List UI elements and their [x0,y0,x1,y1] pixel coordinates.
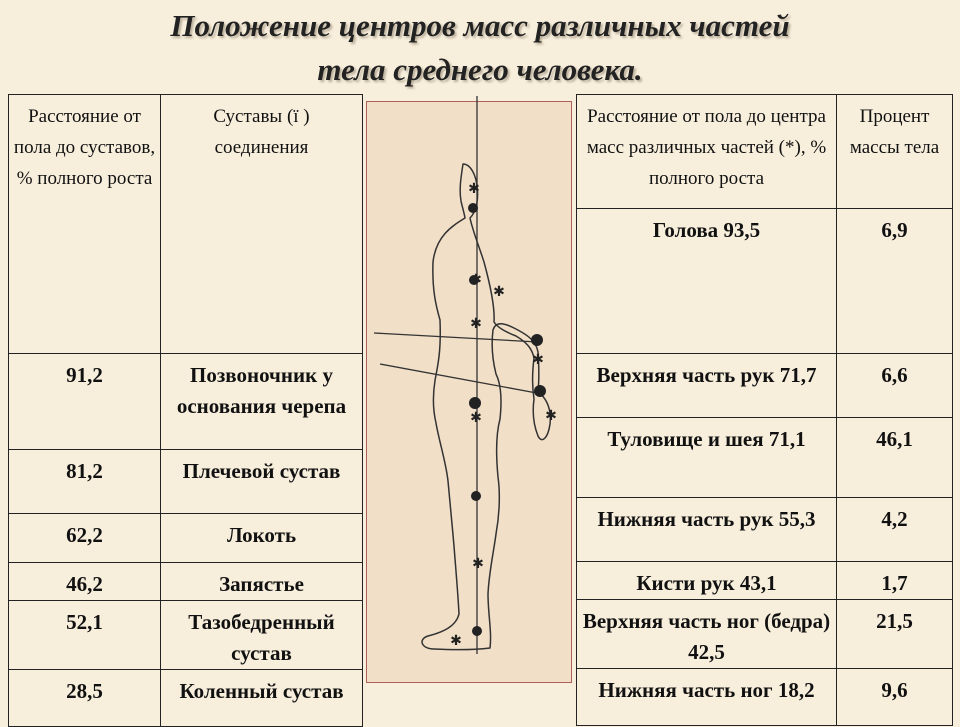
mass-distance-header: Расстояние от пола до центра масс различных частей (*), % полного роста [577,95,837,209]
table-row [577,354,953,418]
asterisk-marker: ✱ [545,408,557,424]
asterisk-marker: ✱ [470,272,482,288]
mass-percent: 46,1 [837,418,953,498]
joint-distance: 46,2 [9,563,161,601]
asterisk-markers [450,181,557,649]
body-part: Нижняя часть рук 55,3 [577,498,837,562]
table-row [9,514,363,563]
joint-name: Локоть [161,514,363,563]
mass-percent: 4,2 [837,498,953,562]
table-row [577,600,953,669]
joint-distance: 52,1 [9,601,161,670]
table-row [9,450,363,514]
joint-distance: 91,2 [9,354,161,450]
mass-centers-table-header [577,95,953,209]
human-figure-illustration [366,94,586,720]
joints-header: Суставы (ї ) соединения [161,95,363,354]
table-row [577,209,953,354]
body-part: Нижняя часть ног 18,2 [577,669,837,726]
table-row [9,670,363,727]
mass-percent: 6,6 [837,354,953,418]
joint-distance: 81,2 [9,450,161,514]
table-row [577,498,953,562]
mass-percent: 21,5 [837,600,953,669]
knee-dot [471,491,481,501]
ankle-dot [472,626,482,636]
mass-centers-table [576,94,953,726]
asterisk-marker: ✱ [468,181,480,197]
joints-table-header [9,95,363,354]
page-title [0,4,960,92]
asterisk-marker: ✱ [470,316,482,332]
asterisk-marker: ✱ [472,556,484,572]
elbow-dot [531,334,543,346]
mass-percent: 9,6 [837,669,953,726]
joint-distance: 62,2 [9,514,161,563]
asterisk-marker: ✱ [532,352,544,368]
body-part: Верхняя часть ног (бедра) 42,5 [577,600,837,669]
wrist-dot [534,385,546,397]
table-row [9,354,363,450]
title-line-1: Положение центров масс различных частей [170,8,790,43]
head-center-dot [468,203,478,213]
mass-percent: 6,9 [837,209,953,354]
hip-dot [469,397,481,409]
body-part: Кисти рук 43,1 [577,562,837,600]
reference-line-wrist [380,364,542,394]
table-row [9,563,363,601]
mass-percent-header: Процент массы тела [837,95,953,209]
mass-percent: 1,7 [837,562,953,600]
table-row [577,669,953,726]
joint-name: Позвоночник у основания черепа [161,354,363,450]
distance-header: Расстояние от пола до суставов, % полного роста [9,95,161,354]
asterisk-marker: ✱ [470,410,482,426]
table-row [9,601,363,670]
joint-name: Тазобедренный сустав [161,601,363,670]
joint-name: Запястье [161,563,363,601]
body-part: Голова 93,5 [577,209,837,354]
joint-name: Плечевой сустав [161,450,363,514]
body-outline [422,164,550,650]
body-part: Верхняя часть рук 71,7 [577,354,837,418]
body-part: Туловище и шея 71,1 [577,418,837,498]
table-row [577,418,953,498]
asterisk-marker: ✱ [450,633,462,649]
joint-distance: 28,5 [9,670,161,727]
joints-table [8,94,363,727]
asterisk-marker: ✱ [493,284,505,300]
joint-name: Коленный сустав [161,670,363,727]
table-row [577,562,953,600]
title-line-2: тела среднего человека. [317,52,643,87]
